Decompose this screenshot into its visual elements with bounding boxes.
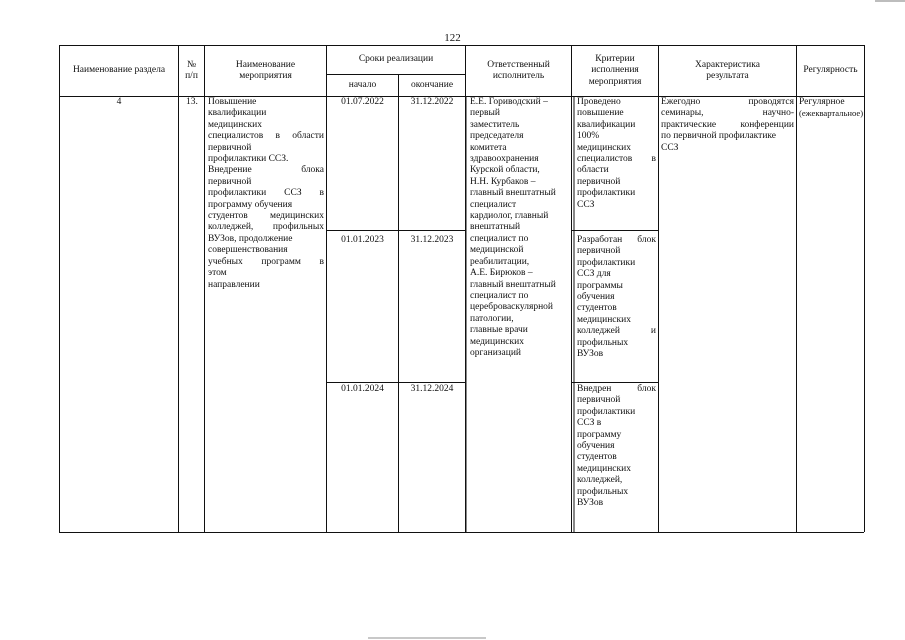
criteria-line: профильных <box>577 337 629 348</box>
criteria-line: области <box>577 165 609 176</box>
event-line: совершенствования <box>208 245 288 256</box>
header-number-line2: п/п <box>185 71 198 81</box>
cell-criteria-2023 <box>577 235 656 360</box>
responsible-line: цереброваскулярной <box>470 302 553 313</box>
responsible-line: организаций <box>470 347 522 358</box>
criteria-line: колледжей и <box>577 326 656 337</box>
header-regularity <box>797 46 864 96</box>
cell-start-2024: 01.01.2024 <box>341 384 384 394</box>
responsible-line: Н.Н. Курбаков – <box>470 176 536 187</box>
responsible-line: специалист по <box>470 233 529 244</box>
event-line: профилактики ССЗ. <box>208 154 289 165</box>
criteria-line: медицинских <box>577 314 631 325</box>
responsible-line: заместитель <box>470 119 520 130</box>
header-event-name <box>205 46 326 96</box>
event-line: квалификации <box>208 108 267 119</box>
criteria-line: Внедрен блок <box>577 384 656 394</box>
header-responsible <box>466 46 571 96</box>
criteria-line: первичной <box>577 246 621 257</box>
event-line: специалистов в области <box>208 131 324 142</box>
responsible-line: комитета <box>470 142 507 153</box>
header-event-line2: мероприятия <box>239 71 292 81</box>
cell-start-2023: 01.01.2023 <box>341 235 384 245</box>
criteria-line: повышение <box>577 108 624 119</box>
cell-event-description <box>208 97 324 291</box>
cell-result <box>661 97 794 154</box>
result-line: Ежегодно проводятся <box>661 97 794 107</box>
criteria-line: первичной <box>577 176 621 187</box>
responsible-line: Курской области, <box>470 165 540 176</box>
criteria-line: ССЗ <box>577 199 595 210</box>
event-line: первичной <box>208 142 252 153</box>
criteria-line: профилактики <box>577 406 636 417</box>
responsible-line: главные врачи <box>470 325 528 336</box>
criteria-line: программы <box>577 280 623 291</box>
responsible-line: главный внештатный <box>470 279 556 290</box>
criteria-line: медицинских <box>577 463 631 474</box>
result-line: ССЗ <box>661 142 679 153</box>
result-line: по первичной профилактике <box>661 131 777 142</box>
event-line: этом <box>208 268 227 279</box>
criteria-line: студентов <box>577 452 617 463</box>
criteria-line: ССЗ для <box>577 269 611 280</box>
scan-edge-mark <box>875 0 905 2</box>
criteria-line: колледжей, <box>577 475 623 486</box>
criteria-line: профилактики <box>577 188 636 199</box>
event-line: направлении <box>208 279 260 290</box>
cell-end-2023: 31.12.2023 <box>410 235 454 245</box>
event-line: первичной <box>208 176 252 187</box>
responsible-line: медицинской <box>470 245 524 256</box>
header-criteria-line2: исполнения <box>591 65 639 76</box>
scan-edge-mark-bottom <box>368 637 486 639</box>
header-event-line1: Наименование <box>235 59 296 70</box>
event-line: Внедрение блока <box>208 165 324 176</box>
responsible-line: специалист по <box>470 290 529 301</box>
event-line: учебных программ в <box>208 256 324 267</box>
cell-criteria-2022 <box>577 97 656 211</box>
header-result-line2: результата <box>706 71 749 81</box>
header-start-text: начало <box>348 79 377 90</box>
cell-end-2022: 31.12.2022 <box>410 97 454 107</box>
header-end <box>399 75 465 96</box>
header-terms-text: Сроки реализации <box>358 54 434 65</box>
header-regularity-text: Регулярность <box>803 65 858 76</box>
criteria-line: медицинских <box>577 142 631 153</box>
criteria-line: студентов <box>577 303 617 314</box>
header-number-line1: № <box>186 59 197 70</box>
header-section-name-text: Наименование раздела <box>72 65 166 76</box>
criteria-line: квалификации <box>577 119 636 130</box>
cell-start-2022: 01.07.2022 <box>341 97 384 107</box>
header-section-name <box>60 46 178 96</box>
responsible-line: патологии, <box>470 313 514 324</box>
header-responsible-line1: Ответственный <box>487 59 550 70</box>
criteria-line: специалистов в <box>577 154 656 165</box>
responsible-line: главный внештатный <box>470 188 556 199</box>
result-line: семинары, научно- <box>661 108 794 119</box>
regularity-line: Регулярное <box>799 97 845 107</box>
result-line: практические конференции <box>661 119 794 130</box>
header-criteria <box>572 46 658 96</box>
cell-row-number: 13. <box>186 97 198 107</box>
responsible-line: здравоохранения <box>470 154 539 165</box>
header-start <box>327 75 398 96</box>
criteria-line: ССЗ в <box>577 418 602 429</box>
responsible-line: специалист <box>470 199 517 210</box>
header-terms <box>327 46 465 74</box>
header-criteria-line3: мероприятия <box>588 76 642 87</box>
event-line: Повышение <box>208 97 257 107</box>
criteria-line: обучения <box>577 292 615 303</box>
event-line: профилактики ССЗ в <box>208 188 324 199</box>
cell-end-2024: 31.12.2024 <box>410 384 454 394</box>
header-responsible-line2: исполнитель <box>492 71 545 81</box>
event-line: медицинских <box>208 119 262 130</box>
responsible-line: Е.Е. Гориводский – <box>470 97 548 107</box>
criteria-line: профильных <box>577 486 629 497</box>
responsible-line: реабилитации, <box>470 256 530 267</box>
criteria-line: первичной <box>577 395 621 406</box>
regularity-line: (ежеквартальное) <box>799 108 864 119</box>
criteria-line: 100% <box>577 131 600 142</box>
criteria-line: ВУЗов <box>577 349 604 360</box>
criteria-line: профилактики <box>577 257 636 268</box>
event-line: колледжей, профильных <box>208 222 324 233</box>
responsible-line: кардиолог, главный <box>470 211 549 222</box>
event-line: студентов медицинских <box>208 211 324 222</box>
criteria-line: Проведено <box>577 97 621 107</box>
header-result-line1: Характеристика <box>695 59 760 70</box>
responsible-line: А.Е. Бирюков – <box>470 268 533 279</box>
cell-section-number: 4 <box>116 97 122 107</box>
criteria-line: программу <box>577 429 622 440</box>
responsible-line: первый <box>470 108 501 119</box>
responsible-line: председателя <box>470 131 524 142</box>
responsible-line: внештатный <box>470 222 521 233</box>
event-line: программу обучения <box>208 199 293 210</box>
header-end-text: окончание <box>410 79 454 90</box>
header-criteria-line1: Критерии <box>595 53 635 64</box>
cell-criteria-2024 <box>577 384 656 509</box>
page-number: 122 <box>444 32 461 44</box>
responsible-line: медицинских <box>470 336 524 347</box>
criteria-line: ВУЗов <box>577 498 604 509</box>
event-line: ВУЗов, продолжение <box>208 233 293 244</box>
cell-responsible <box>470 97 571 359</box>
header-number <box>179 46 204 96</box>
cell-regularity <box>799 97 863 120</box>
criteria-line: Разработан блок <box>577 235 656 245</box>
header-result <box>659 46 796 96</box>
criteria-line: обучения <box>577 441 615 452</box>
